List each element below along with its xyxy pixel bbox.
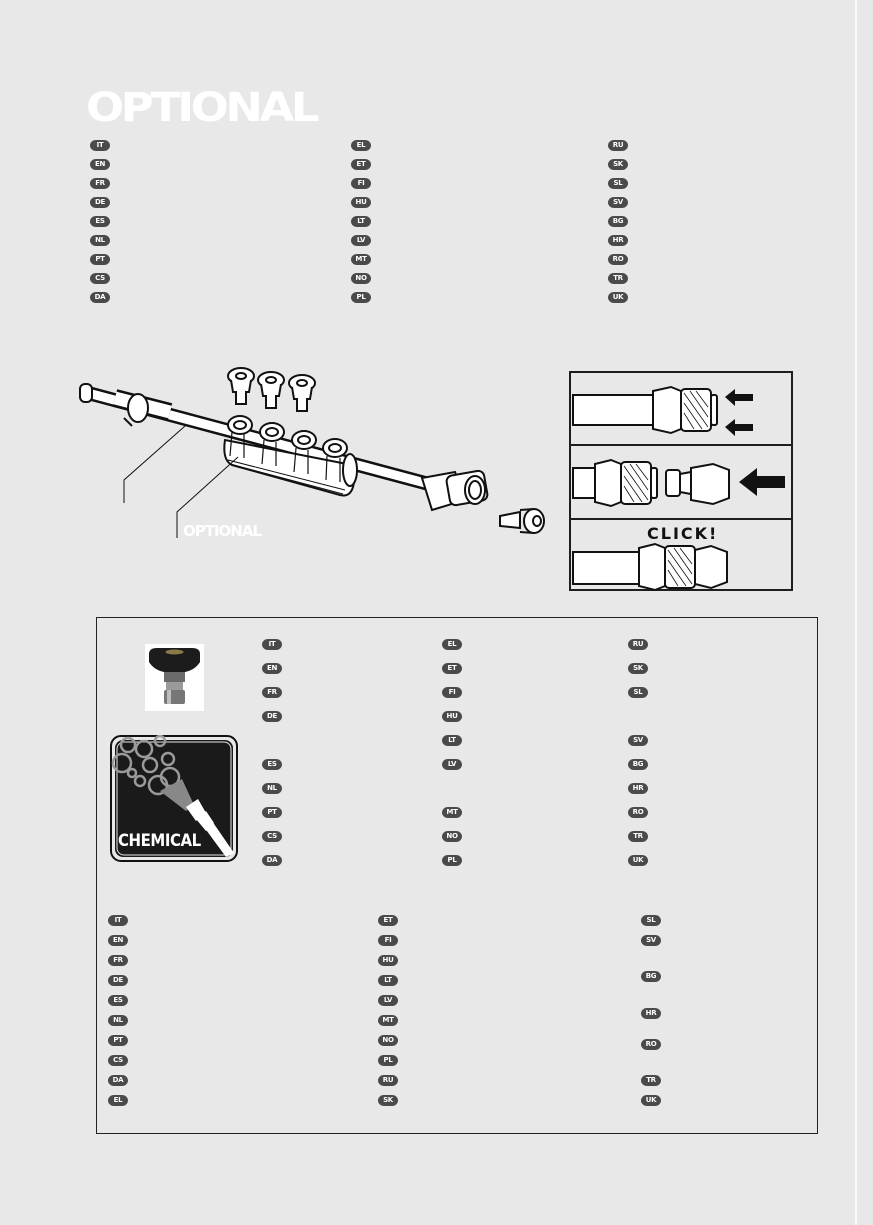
lang-badge: RO — [608, 254, 628, 265]
lang-badge: PT — [108, 1035, 128, 1046]
lang-badge: LT — [378, 975, 398, 986]
lang-badge: RU — [628, 639, 648, 650]
page-title: OPTIONAL — [86, 85, 317, 131]
lang-badge: DE — [108, 975, 128, 986]
step-3-illustration — [571, 520, 791, 592]
lang-badge: DE — [262, 711, 282, 722]
chemical-nozzle-photo — [145, 644, 204, 711]
lang-badge: DA — [262, 855, 282, 866]
lang-badge: PT — [262, 807, 282, 818]
lang-badge: EL — [108, 1095, 128, 1106]
lang-badge: FR — [90, 178, 110, 189]
lang-badge: BG — [628, 759, 648, 770]
lang-badge: SV — [608, 197, 628, 208]
lang-badge: IT — [262, 639, 282, 650]
lang-badge: LT — [442, 735, 462, 746]
lang-badge: IT — [90, 140, 110, 151]
lang-badge: HU — [378, 955, 398, 966]
lang-badge: SK — [608, 159, 628, 170]
lang-badge: SL — [628, 687, 648, 698]
lang-badge: FR — [262, 687, 282, 698]
lang-badge: DE — [90, 197, 110, 208]
lang-badge: MT — [378, 1015, 398, 1026]
lang-badge: CS — [108, 1055, 128, 1066]
lang-badge: ES — [90, 216, 110, 227]
lang-badge: EL — [351, 140, 371, 151]
lang-badge: SV — [628, 735, 648, 746]
lang-badge: FR — [108, 955, 128, 966]
lang-badge: EL — [442, 639, 462, 650]
lang-badge: ES — [108, 995, 128, 1006]
lang-badge: HU — [351, 197, 371, 208]
step-2-illustration — [571, 446, 791, 518]
lang-badge: TR — [641, 1075, 661, 1086]
lang-badge: IT — [108, 915, 128, 926]
lang-badge: RO — [641, 1039, 661, 1050]
lang-badge: CS — [262, 831, 282, 842]
lang-badge: RU — [378, 1075, 398, 1086]
lang-badge: NL — [90, 235, 110, 246]
lang-badge: MT — [442, 807, 462, 818]
lang-badge: SV — [641, 935, 661, 946]
lang-badge: HR — [608, 235, 628, 246]
lang-badge: CS — [90, 273, 110, 284]
lang-badge: DA — [108, 1075, 128, 1086]
lang-badge: PL — [442, 855, 462, 866]
lang-badge: EN — [108, 935, 128, 946]
lang-badge: FI — [442, 687, 462, 698]
lang-badge: EN — [90, 159, 110, 170]
lang-badge: TR — [608, 273, 628, 284]
lang-badge: HU — [442, 711, 462, 722]
lang-badge: FI — [378, 935, 398, 946]
step-1-illustration — [571, 373, 791, 445]
lang-badge: ET — [351, 159, 371, 170]
lang-badge: PL — [351, 292, 371, 303]
lang-badge: SL — [641, 915, 661, 926]
lang-badge: HR — [641, 1008, 661, 1019]
lang-badge: LV — [442, 759, 462, 770]
page-edge — [855, 0, 857, 1225]
chemical-label: CHEMICAL — [118, 831, 201, 851]
lang-badge: UK — [608, 292, 628, 303]
lang-badge: RO — [628, 807, 648, 818]
lang-badge: NO — [351, 273, 371, 284]
lang-badge: PL — [378, 1055, 398, 1066]
lang-badge: EN — [262, 663, 282, 674]
lang-badge: NL — [108, 1015, 128, 1026]
lang-badge: NO — [378, 1035, 398, 1046]
lang-badge: ES — [262, 759, 282, 770]
lang-badge: HR — [628, 783, 648, 794]
lang-badge: SK — [628, 663, 648, 674]
lang-badge: SL — [608, 178, 628, 189]
lang-badge: LV — [351, 235, 371, 246]
lang-badge: LV — [378, 995, 398, 1006]
lang-badge: RU — [608, 140, 628, 151]
lang-badge: NO — [442, 831, 462, 842]
lang-badge: NL — [262, 783, 282, 794]
connection-steps-panel — [569, 371, 793, 591]
lang-badge: FI — [351, 178, 371, 189]
lang-badge: TR — [628, 831, 648, 842]
lang-badge: BG — [641, 971, 661, 982]
lang-badge: DA — [90, 292, 110, 303]
lang-badge: BG — [608, 216, 628, 227]
step-3 — [571, 520, 791, 592]
lance-nozzle-holder-illustration — [60, 360, 560, 560]
lang-badge: ET — [442, 663, 462, 674]
lang-badge: LT — [351, 216, 371, 227]
lang-badge: PT — [90, 254, 110, 265]
lang-badge: UK — [641, 1095, 661, 1106]
optional-callout-label: OPTIONAL — [183, 522, 262, 540]
lang-badge: SK — [378, 1095, 398, 1106]
lang-badge: ET — [378, 915, 398, 926]
lang-badge: MT — [351, 254, 371, 265]
click-label: CLICK! — [647, 524, 719, 543]
lang-badge: UK — [628, 855, 648, 866]
